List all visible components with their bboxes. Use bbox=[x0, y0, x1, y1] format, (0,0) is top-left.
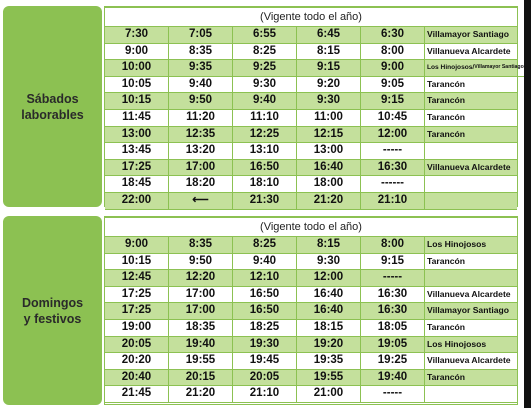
sabados-label-line1: Sábados bbox=[26, 91, 79, 106]
time-cell: 9:30 bbox=[297, 254, 361, 271]
time-cell: 6:45 bbox=[297, 27, 361, 44]
time-cell: 21:45 bbox=[105, 386, 169, 403]
table-row bbox=[105, 127, 517, 144]
time-cell: 11:45 bbox=[105, 110, 169, 127]
time-cell: 8:00 bbox=[361, 44, 425, 61]
time-cell: 12:35 bbox=[169, 127, 233, 144]
time-cell: 13:20 bbox=[169, 143, 233, 160]
time-cell: ------ bbox=[361, 176, 425, 193]
time-cell: 9:30 bbox=[297, 93, 361, 110]
time-cell: 18:20 bbox=[169, 176, 233, 193]
table-row bbox=[105, 337, 517, 354]
time-cell: 21:20 bbox=[297, 193, 361, 210]
table-row bbox=[105, 27, 517, 44]
time-cell: 7:05 bbox=[169, 27, 233, 44]
time-cell: 12:20 bbox=[169, 270, 233, 287]
time-cell: 9:50 bbox=[169, 254, 233, 271]
destination-cell: Villamayor Santiago bbox=[425, 27, 517, 44]
time-cell: 19:05 bbox=[361, 337, 425, 354]
time-cell: 10:15 bbox=[105, 254, 169, 271]
time-cell: 18:00 bbox=[297, 176, 361, 193]
time-cell: 16:30 bbox=[361, 303, 425, 320]
time-cell: 9:15 bbox=[361, 254, 425, 271]
time-cell: 19:40 bbox=[169, 337, 233, 354]
time-cell: 16:50 bbox=[233, 303, 297, 320]
destination-cell: Los Hinojosos bbox=[425, 237, 517, 254]
destination-cell: Tarancón bbox=[425, 320, 517, 337]
table-row bbox=[105, 303, 517, 320]
time-cell: 16:40 bbox=[297, 287, 361, 304]
destination-cell: Tarancón bbox=[425, 127, 517, 144]
time-cell: 9:15 bbox=[297, 60, 361, 77]
time-cell: 17:25 bbox=[105, 303, 169, 320]
time-cell: 13:10 bbox=[233, 143, 297, 160]
time-cell: 12:10 bbox=[233, 270, 297, 287]
time-cell: 11:00 bbox=[297, 110, 361, 127]
destination-cell: Villanueva Alcardete bbox=[425, 44, 517, 61]
time-cell: 19:55 bbox=[169, 353, 233, 370]
destination-cell bbox=[425, 386, 517, 403]
time-cell: 9:00 bbox=[105, 44, 169, 61]
time-cell: 21:10 bbox=[233, 386, 297, 403]
time-cell: 17:00 bbox=[169, 160, 233, 177]
time-cell: 7:30 bbox=[105, 27, 169, 44]
destination-cell bbox=[425, 143, 517, 160]
sabados-label-line2: laborables bbox=[21, 107, 84, 122]
destination-cell: Tarancón bbox=[425, 110, 517, 127]
time-cell: 9:25 bbox=[233, 60, 297, 77]
time-cell: 17:25 bbox=[105, 160, 169, 177]
table-row bbox=[105, 93, 517, 110]
time-cell: 11:20 bbox=[169, 110, 233, 127]
time-cell: 11:10 bbox=[233, 110, 297, 127]
destination-text: Los Hinojosos/ bbox=[427, 64, 475, 72]
time-cell: 8:35 bbox=[169, 237, 233, 254]
time-cell: 20:05 bbox=[105, 337, 169, 354]
time-cell: 18:15 bbox=[297, 320, 361, 337]
destination-cell bbox=[425, 193, 517, 210]
time-cell: 19:30 bbox=[233, 337, 297, 354]
time-cell: 18:45 bbox=[105, 176, 169, 193]
time-cell: 9:05 bbox=[361, 77, 425, 94]
table-row bbox=[105, 237, 517, 254]
time-cell: 9:50 bbox=[169, 93, 233, 110]
table-row bbox=[105, 44, 517, 61]
table-row bbox=[105, 370, 517, 387]
time-cell: 19:40 bbox=[361, 370, 425, 387]
time-cell: 13:00 bbox=[297, 143, 361, 160]
sabados-laborables-label bbox=[3, 6, 102, 207]
time-cell: 17:00 bbox=[169, 303, 233, 320]
time-cell: 9:00 bbox=[105, 237, 169, 254]
time-cell: 16:50 bbox=[233, 287, 297, 304]
time-cell: 21:00 bbox=[297, 386, 361, 403]
destination-cell bbox=[425, 60, 524, 77]
table-row bbox=[105, 160, 517, 177]
time-cell: ----- bbox=[361, 143, 425, 160]
destination-cell bbox=[425, 270, 517, 287]
time-cell: 19:20 bbox=[297, 337, 361, 354]
time-cell: 19:00 bbox=[105, 320, 169, 337]
time-cell: 17:25 bbox=[105, 287, 169, 304]
time-cell: 18:25 bbox=[233, 320, 297, 337]
time-cell: 20:05 bbox=[233, 370, 297, 387]
time-cell: 16:40 bbox=[297, 160, 361, 177]
time-cell: 16:30 bbox=[361, 287, 425, 304]
time-cell: 8:25 bbox=[233, 44, 297, 61]
table-row bbox=[105, 176, 517, 193]
time-cell: 16:50 bbox=[233, 160, 297, 177]
time-cell: ----- bbox=[361, 270, 425, 287]
domingos-label-line1: Domingos bbox=[21, 295, 84, 310]
time-cell: 18:35 bbox=[169, 320, 233, 337]
time-cell: 21:30 bbox=[233, 193, 297, 210]
time-cell: 19:25 bbox=[361, 353, 425, 370]
time-cell: 10:45 bbox=[361, 110, 425, 127]
time-cell: 8:25 bbox=[233, 237, 297, 254]
time-cell: 9:40 bbox=[169, 77, 233, 94]
time-cell: 10:05 bbox=[105, 77, 169, 94]
domingos-schedule-table bbox=[104, 216, 518, 405]
time-cell: 20:20 bbox=[105, 353, 169, 370]
time-cell: 16:30 bbox=[361, 160, 425, 177]
table-row bbox=[105, 353, 517, 370]
table-row bbox=[105, 320, 517, 337]
destination-cell bbox=[425, 176, 517, 193]
time-cell: 19:55 bbox=[297, 370, 361, 387]
destination-cell: Tarancón bbox=[425, 254, 517, 271]
time-cell: 13:45 bbox=[105, 143, 169, 160]
time-cell: 9:40 bbox=[233, 254, 297, 271]
destination-cell: Tarancón bbox=[425, 370, 517, 387]
time-cell: 12:00 bbox=[297, 270, 361, 287]
time-cell: 6:30 bbox=[361, 27, 425, 44]
destination-text-secondary: Villamayor Santiago bbox=[474, 64, 524, 71]
time-cell: 22:00 bbox=[105, 193, 169, 210]
time-cell: 8:15 bbox=[297, 44, 361, 61]
destination-cell: Villanueva Alcardete bbox=[425, 160, 517, 177]
time-cell: 16:40 bbox=[297, 303, 361, 320]
destination-cell: Villamayor Santiago bbox=[425, 303, 517, 320]
domingos-vigencia-note: (Vigente todo el año) bbox=[105, 218, 517, 237]
time-cell: 19:35 bbox=[297, 353, 361, 370]
time-cell: ----- bbox=[361, 386, 425, 403]
time-cell: 12:25 bbox=[233, 127, 297, 144]
domingos-rows bbox=[105, 237, 517, 403]
time-cell: 12:00 bbox=[361, 127, 425, 144]
table-row bbox=[105, 287, 517, 304]
domingos-festivos-label bbox=[3, 216, 102, 405]
domingos-label-line2: y festivos bbox=[23, 311, 82, 326]
time-cell: 8:15 bbox=[297, 237, 361, 254]
time-cell: 8:35 bbox=[169, 44, 233, 61]
time-cell: 21:10 bbox=[361, 193, 425, 210]
sabados-schedule-table bbox=[104, 6, 524, 207]
time-cell: 6:55 bbox=[233, 27, 297, 44]
table-row bbox=[105, 143, 517, 160]
right-edge-border bbox=[524, 0, 531, 408]
time-cell: 9:30 bbox=[233, 77, 297, 94]
time-cell: 10:00 bbox=[105, 60, 169, 77]
table-row bbox=[105, 77, 517, 94]
time-cell: 9:35 bbox=[169, 60, 233, 77]
table-row bbox=[105, 193, 517, 210]
time-cell: 9:15 bbox=[361, 93, 425, 110]
time-cell: 9:20 bbox=[297, 77, 361, 94]
time-cell: 20:15 bbox=[169, 370, 233, 387]
time-cell: ⟵ bbox=[169, 193, 233, 210]
time-cell: 8:00 bbox=[361, 237, 425, 254]
destination-cell: Villanueva Alcardete bbox=[425, 353, 517, 370]
time-cell: 17:00 bbox=[169, 287, 233, 304]
time-cell: 12:45 bbox=[105, 270, 169, 287]
time-cell: 12:15 bbox=[297, 127, 361, 144]
time-cell: 18:05 bbox=[361, 320, 425, 337]
destination-cell: Villanueva Alcardete bbox=[425, 287, 517, 304]
time-cell: 9:00 bbox=[361, 60, 425, 77]
table-row bbox=[105, 60, 524, 77]
time-cell: 13:00 bbox=[105, 127, 169, 144]
destination-cell: Tarancón bbox=[425, 77, 517, 94]
time-cell: 19:45 bbox=[233, 353, 297, 370]
time-cell: 9:40 bbox=[233, 93, 297, 110]
time-cell: 21:20 bbox=[169, 386, 233, 403]
destination-cell: Tarancón bbox=[425, 93, 517, 110]
destination-cell: Los Hinojosos bbox=[425, 337, 517, 354]
time-cell: 18:10 bbox=[233, 176, 297, 193]
sabados-vigencia-note: (Vigente todo el año) bbox=[105, 8, 517, 27]
table-row bbox=[105, 110, 517, 127]
table-row bbox=[105, 270, 517, 287]
table-row bbox=[105, 386, 517, 403]
time-cell: 20:40 bbox=[105, 370, 169, 387]
sabados-rows bbox=[105, 27, 524, 210]
time-cell: 10:15 bbox=[105, 93, 169, 110]
table-row bbox=[105, 254, 517, 271]
